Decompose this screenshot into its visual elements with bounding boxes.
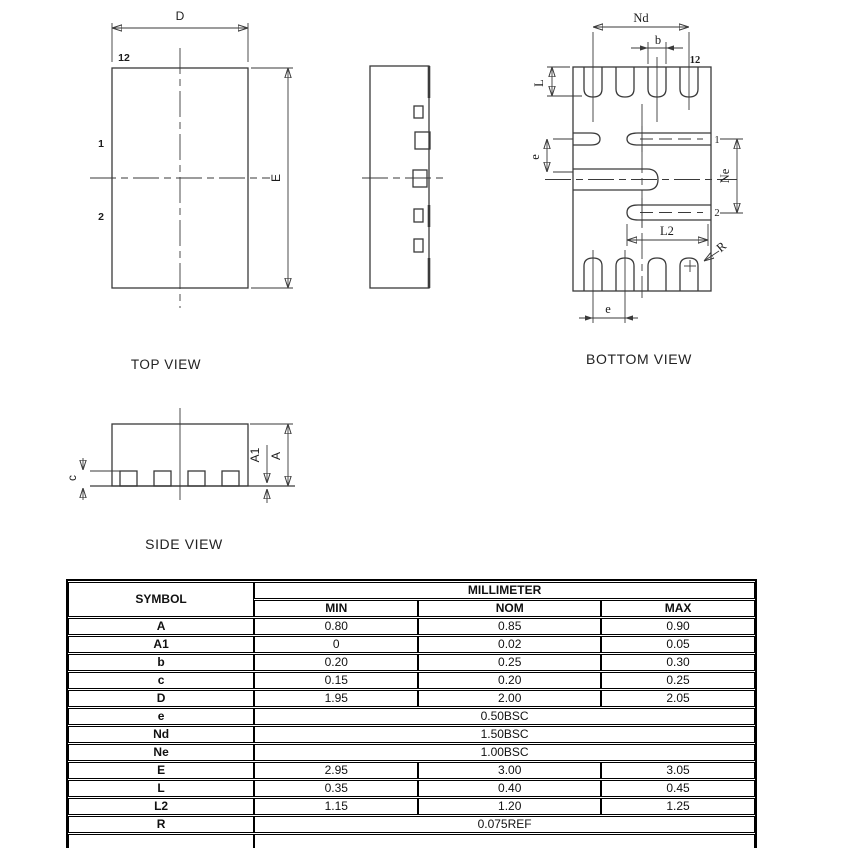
table-row [68, 708, 755, 725]
bottom-view-right-pads [627, 133, 711, 220]
dimension-Nd [593, 11, 689, 27]
header-min: MIN [254, 600, 418, 617]
table-row [68, 636, 755, 653]
row-span-value: 0.075REF [254, 816, 755, 833]
header-max: MAX [601, 600, 755, 617]
dimension-L [532, 67, 582, 96]
dim-label-A1: A1 [248, 447, 262, 463]
table-row [68, 654, 755, 671]
row-symbol: E [68, 762, 254, 779]
row-max: 0.05 [601, 636, 755, 653]
dimension-e-bottom [579, 302, 638, 321]
row-nom: 2.00 [418, 690, 601, 707]
row-min: 0 [254, 636, 418, 653]
row-span-value: 0.50BSC [254, 708, 755, 725]
dim-label-E: E [269, 173, 283, 183]
table-row [68, 744, 755, 761]
table-row [68, 690, 755, 707]
profile-pad-2 [415, 132, 430, 149]
row-span-value [254, 834, 755, 848]
dim-label-Nd: Nd [633, 11, 649, 25]
dimension-E [251, 68, 293, 288]
row-min: 0.20 [254, 654, 418, 671]
profile-pad-3 [413, 170, 427, 187]
table-row [68, 816, 755, 833]
row-symbol: L2 [68, 798, 254, 815]
row-nom: 0.40 [418, 780, 601, 797]
row-min: 0.80 [254, 618, 418, 635]
profile-pad-1 [414, 106, 423, 118]
dimension-L2 [627, 224, 708, 246]
row-max: 3.05 [601, 762, 755, 779]
top-view-title: TOP VIEW [130, 357, 202, 372]
row-min: 1.15 [254, 798, 418, 815]
table-row [68, 726, 755, 743]
row-symbol: Ne [68, 744, 254, 761]
row-nom: 0.02 [418, 636, 601, 653]
row-min: 0.15 [254, 672, 418, 689]
row-span-value: 1.00BSC [254, 744, 755, 761]
row-nom: 1.20 [418, 798, 601, 815]
row-symbol: L [68, 780, 254, 797]
dim-label-Ne: Ne [718, 168, 732, 184]
row-symbol [68, 834, 254, 848]
bottom-pin-1-label: 1 [714, 135, 720, 146]
dimension-table-container [66, 579, 757, 848]
row-nom: 0.25 [418, 654, 601, 671]
side-view [65, 408, 295, 552]
row-max: 0.90 [601, 618, 755, 635]
bottom-view-top-pads [584, 67, 698, 97]
top-view [90, 9, 293, 372]
row-symbol: e [68, 708, 254, 725]
dimension-table [68, 581, 755, 848]
row-max: 0.45 [601, 780, 755, 797]
profile-body-outline [370, 66, 429, 288]
bottom-view [528, 11, 743, 367]
dimension-c [65, 458, 122, 500]
row-max: 1.25 [601, 798, 755, 815]
header-symbol: SYMBOL [68, 582, 254, 617]
table-row [68, 618, 755, 635]
row-min: 2.95 [254, 762, 418, 779]
row-symbol: R [68, 816, 254, 833]
dimension-Ne [718, 139, 743, 213]
profile-view [362, 66, 443, 288]
profile-pad-4 [414, 209, 423, 222]
row-max: 0.30 [601, 654, 755, 671]
side-view-leads [120, 471, 239, 486]
header-millimeter: MILLIMETER [254, 582, 755, 599]
table-row [68, 780, 755, 797]
dim-label-L2: L2 [660, 224, 674, 238]
table-row [68, 762, 755, 779]
header-nom: NOM [418, 600, 601, 617]
bottom-pin-12-label: 12 [689, 55, 701, 66]
bottom-view-bottom-pads [584, 258, 698, 291]
row-symbol: Nd [68, 726, 254, 743]
bottom-view-left-pads [573, 133, 658, 190]
dim-label-e-left: e [528, 154, 542, 160]
dim-label-e-bottom: e [605, 302, 611, 316]
bottom-view-title: BOTTOM VIEW [586, 351, 692, 367]
row-nom: 0.20 [418, 672, 601, 689]
row-min: 1.95 [254, 690, 418, 707]
dim-label-R: R [713, 238, 730, 255]
top-pin-12-label: 12 [118, 52, 130, 64]
row-nom: 3.00 [418, 762, 601, 779]
row-min: 0.35 [254, 780, 418, 797]
row-symbol: c [68, 672, 254, 689]
row-max: 2.05 [601, 690, 755, 707]
table-row [68, 672, 755, 689]
row-nom: 0.85 [418, 618, 601, 635]
table-row [68, 798, 755, 815]
row-symbol: b [68, 654, 254, 671]
table-row-partial [68, 834, 755, 848]
top-pin-1-label: 1 [98, 138, 104, 150]
row-span-value: 1.50BSC [254, 726, 755, 743]
profile-pad-5 [414, 239, 423, 252]
dim-label-b: b [654, 33, 662, 47]
dim-label-A: A [269, 451, 283, 461]
dimension-e-left [528, 139, 573, 172]
side-view-title: SIDE VIEW [145, 536, 223, 552]
row-symbol: A1 [68, 636, 254, 653]
dimension-A1 [248, 445, 267, 503]
row-symbol: A [68, 618, 254, 635]
table-header-row-1 [68, 582, 755, 599]
top-pin-2-label: 2 [98, 211, 104, 223]
row-symbol: D [68, 690, 254, 707]
dim-label-c: c [65, 475, 79, 481]
dim-label-D: D [175, 9, 185, 23]
bottom-pin-2-label: 2 [714, 208, 720, 219]
row-max: 0.25 [601, 672, 755, 689]
dim-label-L: L [532, 79, 546, 87]
